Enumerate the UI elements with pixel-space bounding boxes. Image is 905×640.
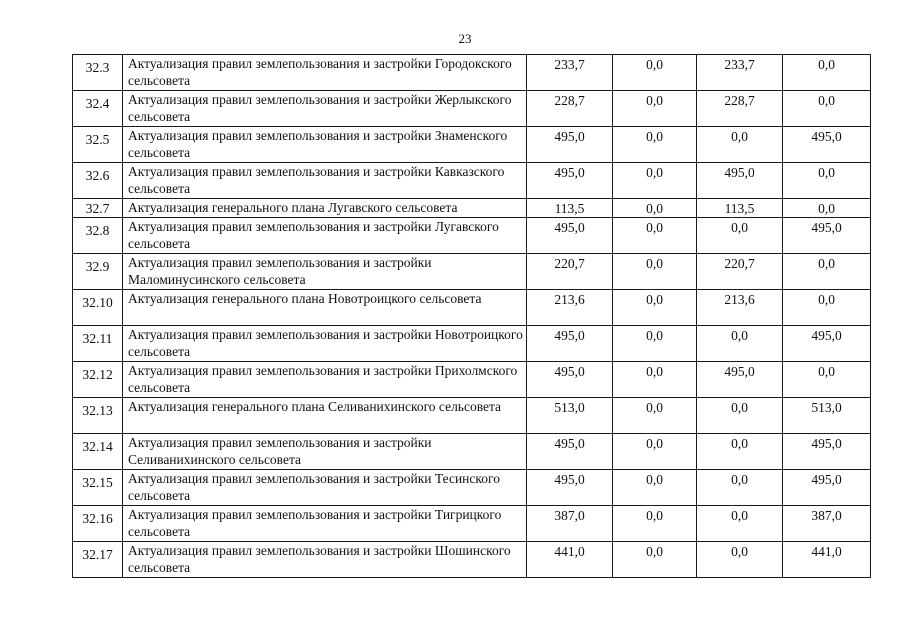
table-row <box>73 362 871 398</box>
row-description: Актуализация правил землепользования и застройки Шошинского сельсовета <box>123 542 527 578</box>
row-number: 32.4 <box>73 91 123 127</box>
row-number: 32.15 <box>73 470 123 506</box>
table-row <box>73 398 871 434</box>
row-description: Актуализация генерального плана Селиванихинского сельсовета <box>123 398 527 434</box>
table-row <box>73 91 871 127</box>
value-total: 228,7 <box>527 91 613 127</box>
value-total: 387,0 <box>527 506 613 542</box>
value-total: 441,0 <box>527 542 613 578</box>
value-total: 495,0 <box>527 127 613 163</box>
table-row <box>73 55 871 91</box>
value-col-4: 0,0 <box>783 163 871 199</box>
value-col-2: 0,0 <box>613 199 697 218</box>
value-col-3: 0,0 <box>697 218 783 254</box>
value-col-2: 0,0 <box>613 55 697 91</box>
value-col-4: 0,0 <box>783 91 871 127</box>
row-description: Актуализация правил землепользования и застройки Знаменского сельсовета <box>123 127 527 163</box>
row-number: 32.9 <box>73 254 123 290</box>
row-number: 32.11 <box>73 326 123 362</box>
value-total: 213,6 <box>527 290 613 326</box>
table-row <box>73 506 871 542</box>
value-total: 495,0 <box>527 326 613 362</box>
table-body <box>73 55 871 578</box>
value-col-2: 0,0 <box>613 163 697 199</box>
value-col-2: 0,0 <box>613 470 697 506</box>
value-col-2: 0,0 <box>613 254 697 290</box>
value-col-2: 0,0 <box>613 362 697 398</box>
row-number: 32.16 <box>73 506 123 542</box>
value-col-3: 213,6 <box>697 290 783 326</box>
value-col-3: 0,0 <box>697 434 783 470</box>
value-col-4: 0,0 <box>783 290 871 326</box>
row-description: Актуализация правил землепользования и застройки Тигрицкого сельсовета <box>123 506 527 542</box>
row-number: 32.13 <box>73 398 123 434</box>
budget-table <box>72 54 871 578</box>
value-total: 495,0 <box>527 218 613 254</box>
value-col-4: 0,0 <box>783 254 871 290</box>
value-col-2: 0,0 <box>613 218 697 254</box>
value-col-4: 495,0 <box>783 434 871 470</box>
row-description: Актуализация правил землепользования и застройки Маломинусинского сельсовета <box>123 254 527 290</box>
row-description: Актуализация правил землепользования и застройки Жерлыкского сельсовета <box>123 91 527 127</box>
table-row <box>73 127 871 163</box>
row-description: Актуализация правил землепользования и застройки Тесинского сельсовета <box>123 470 527 506</box>
row-number: 32.8 <box>73 218 123 254</box>
value-col-4: 0,0 <box>783 199 871 218</box>
table-row <box>73 254 871 290</box>
table-row <box>73 163 871 199</box>
row-number: 32.6 <box>73 163 123 199</box>
row-number: 32.3 <box>73 55 123 91</box>
table-row <box>73 290 871 326</box>
value-col-3: 0,0 <box>697 326 783 362</box>
value-col-3: 0,0 <box>697 398 783 434</box>
value-col-4: 441,0 <box>783 542 871 578</box>
row-number: 32.7 <box>73 199 123 218</box>
value-total: 495,0 <box>527 470 613 506</box>
value-col-2: 0,0 <box>613 506 697 542</box>
value-col-4: 495,0 <box>783 218 871 254</box>
value-col-4: 0,0 <box>783 55 871 91</box>
value-col-3: 0,0 <box>697 127 783 163</box>
table-row <box>73 199 871 218</box>
value-col-2: 0,0 <box>613 290 697 326</box>
row-number: 32.12 <box>73 362 123 398</box>
value-col-3: 228,7 <box>697 91 783 127</box>
value-col-3: 495,0 <box>697 163 783 199</box>
value-col-3: 233,7 <box>697 55 783 91</box>
value-col-4: 495,0 <box>783 326 871 362</box>
row-description: Актуализация генерального плана Новотроицкого сельсовета <box>123 290 527 326</box>
row-number: 32.10 <box>73 290 123 326</box>
value-col-3: 220,7 <box>697 254 783 290</box>
table-row <box>73 470 871 506</box>
table-row <box>73 542 871 578</box>
row-description: Актуализация правил землепользования и застройки Лугавского сельсовета <box>123 218 527 254</box>
row-description: Актуализация правил землепользования и застройки Селиванихинского сельсовета <box>123 434 527 470</box>
row-number: 32.17 <box>73 542 123 578</box>
value-col-4: 387,0 <box>783 506 871 542</box>
value-total: 495,0 <box>527 434 613 470</box>
value-total: 495,0 <box>527 362 613 398</box>
row-description: Актуализация правил землепользования и застройки Кавказского сельсовета <box>123 163 527 199</box>
value-col-3: 0,0 <box>697 506 783 542</box>
page-number: 23 <box>458 31 472 46</box>
row-description: Актуализация генерального плана Лугавского сельсовета <box>123 199 527 218</box>
value-col-4: 0,0 <box>783 362 871 398</box>
value-col-4: 495,0 <box>783 470 871 506</box>
value-col-3: 113,5 <box>697 199 783 218</box>
value-col-2: 0,0 <box>613 127 697 163</box>
row-number: 32.5 <box>73 127 123 163</box>
value-col-2: 0,0 <box>613 434 697 470</box>
value-col-4: 513,0 <box>783 398 871 434</box>
value-col-2: 0,0 <box>613 91 697 127</box>
value-col-4: 495,0 <box>783 127 871 163</box>
value-col-3: 0,0 <box>697 542 783 578</box>
row-description: Актуализация правил землепользования и застройки Новотроицкого сельсовета <box>123 326 527 362</box>
table-row <box>73 326 871 362</box>
value-total: 513,0 <box>527 398 613 434</box>
row-description: Актуализация правил землепользования и застройки Городокского сельсовета <box>123 55 527 91</box>
value-col-2: 0,0 <box>613 398 697 434</box>
value-col-2: 0,0 <box>613 326 697 362</box>
value-total: 495,0 <box>527 163 613 199</box>
value-total: 220,7 <box>527 254 613 290</box>
row-number: 32.14 <box>73 434 123 470</box>
value-col-3: 495,0 <box>697 362 783 398</box>
row-description: Актуализация правил землепользования и застройки Прихолмского сельсовета <box>123 362 527 398</box>
value-col-3: 0,0 <box>697 470 783 506</box>
value-total: 233,7 <box>527 55 613 91</box>
table-row <box>73 434 871 470</box>
value-col-2: 0,0 <box>613 542 697 578</box>
value-total: 113,5 <box>527 199 613 218</box>
table-row <box>73 218 871 254</box>
